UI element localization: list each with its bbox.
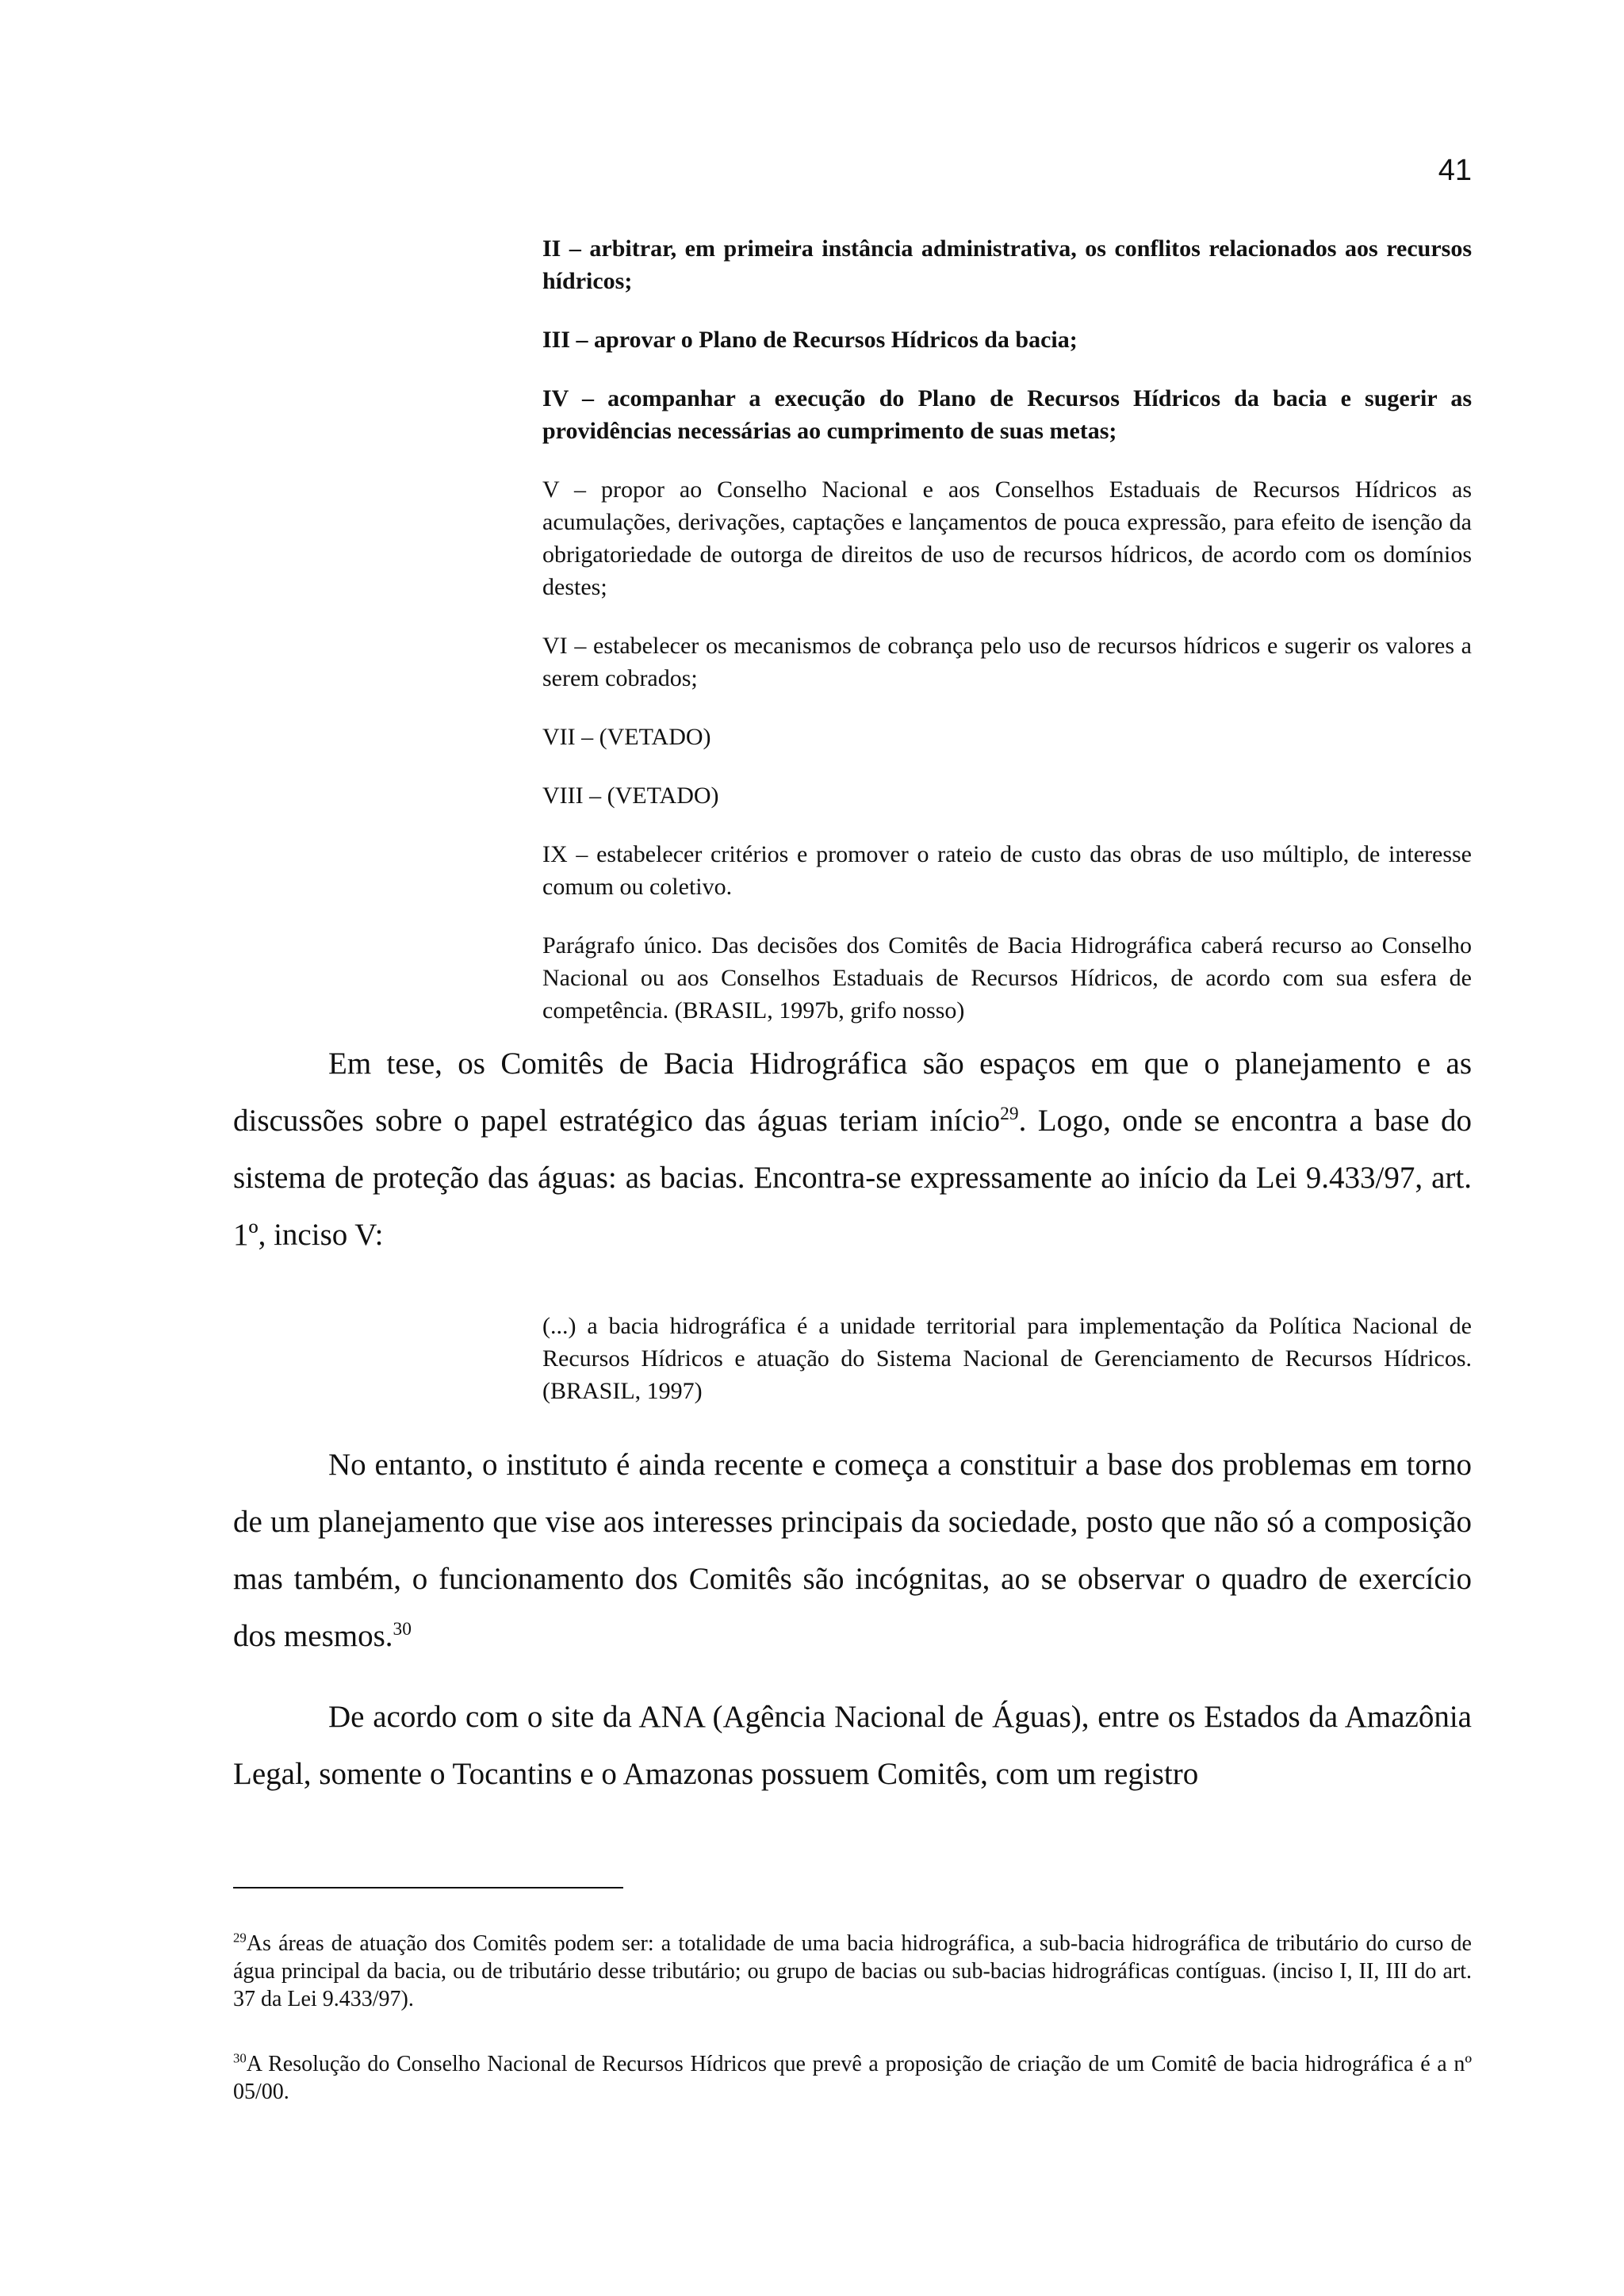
footnote-30-text: A Resolução do Conselho Nacional de Recursos Hídricos que prevê a proposição de criação de um Comitê de bacia hidrográfica é a nº 05/00. [233,2052,1472,2104]
footnote-ref-29[interactable]: 29 [1000,1104,1019,1124]
quote-item-ix: IX – estabelecer critérios e promover o rateio de custo das obras de uso múltiplo, de interesse comum ou coletivo. [542,841,1472,900]
footnote-29 [233,1930,1472,2013]
legal-quote-block-2 [542,1310,1472,1407]
body-paragraph-2-text: No entanto, o instituto é ainda recente e começa a constituir a base dos problemas em torno de um planejamento que vise aos interesses principais da sociedade, posto que não só a composição mas também, o funcionamento dos Comitês são incógnitas, ao se observar o quadro de exercício dos mesmos. [233,1448,1472,1653]
footnote-mark-29: 29 [233,1930,247,1946]
quote-item-iv: IV – acompanhar a execução do Plano de Recursos Hídricos da bacia e sugerir as providências necessárias ao cumprimento de suas metas; [542,385,1472,444]
footnote-ref-30[interactable]: 30 [393,1619,412,1640]
body-paragraph-3-text: De acordo com o site da ANA (Agência Nacional de Águas), entre os Estados da Amazônia Legal, somente o Tocantins e o Amazonas possuem Comitês, com um registro [233,1700,1472,1791]
body-paragraph-1-text-b: . Logo, onde se encontra a base do sistema de proteção das águas: as bacias. Encontra-se expressamente ao início da Lei 9.433/97, art. 1º, inciso V: [233,1104,1472,1252]
footnote-30 [233,2050,1472,2106]
quote-bacia-hidrografica: (...) a bacia hidrográfica é a unidade territorial para implementação da Política Nacional de Recursos Hídricos e atuação do Sistema Nacional de Gerenciamento de Recursos Hídricos. (BRASIL, 1997) [542,1313,1472,1404]
quote-item-viii: VIII – (VETADO) [542,783,719,809]
quote-item-vi: VI – estabelecer os mecanismos de cobrança pelo uso de recursos hídricos e sugerir os valores a serem cobrados; [542,633,1472,691]
page-number: 41 [1438,154,1472,187]
footnote-separator [233,1887,623,1888]
footnote-mark-30: 30 [233,2050,247,2066]
quote-item-ii: II – arbitrar, em primeira instância administrativa, os conflitos relacionados aos recursos hídricos; [542,235,1472,294]
body-paragraph-1 [233,1035,1472,1264]
quote-item-v: V – propor ao Conselho Nacional e aos Conselhos Estaduais de Recursos Hídricos as acumulações, derivações, captações e lançamentos de pouca expressão, para efeito de isenção da obrigatoriedade de outorga de direitos de uso de recursos hídricos, de acordo com os domínios destes; [542,476,1472,600]
legal-quote-block [542,232,1472,1027]
quote-item-vii: VII – (VETADO) [542,724,711,750]
footnote-29-text: As áreas de atuação dos Comitês podem ser: a totalidade de uma bacia hidrográfica, a sub-bacia hidrográfica de tributário do curso de água principal da bacia, ou de tributário desse tributário; ou grupo de bacias ou sub-bacias hidrográficas contíguas. (inciso I, II, III do art. 37 da Lei 9.433/97). [233,1931,1472,2011]
body-paragraph-1-text-a: Em tese, os Comitês de Bacia Hidrográfica são espaços em que o planejamento e as discussões sobre o papel estratégico das águas teriam início [233,1047,1472,1138]
quote-paragrafo-unico: Parágrafo único. Das decisões dos Comitês de Bacia Hidrográfica caberá recurso ao Conselho Nacional ou aos Conselhos Estaduais de Recursos Hídricos, de acordo com sua esfera de competência. (BRASIL, 1997b, grifo nosso) [542,932,1472,1024]
body-paragraph-3 [233,1689,1472,1803]
body-paragraph-2 [233,1437,1472,1665]
quote-item-iii: III – aprovar o Plano de Recursos Hídricos da bacia; [542,327,1078,353]
